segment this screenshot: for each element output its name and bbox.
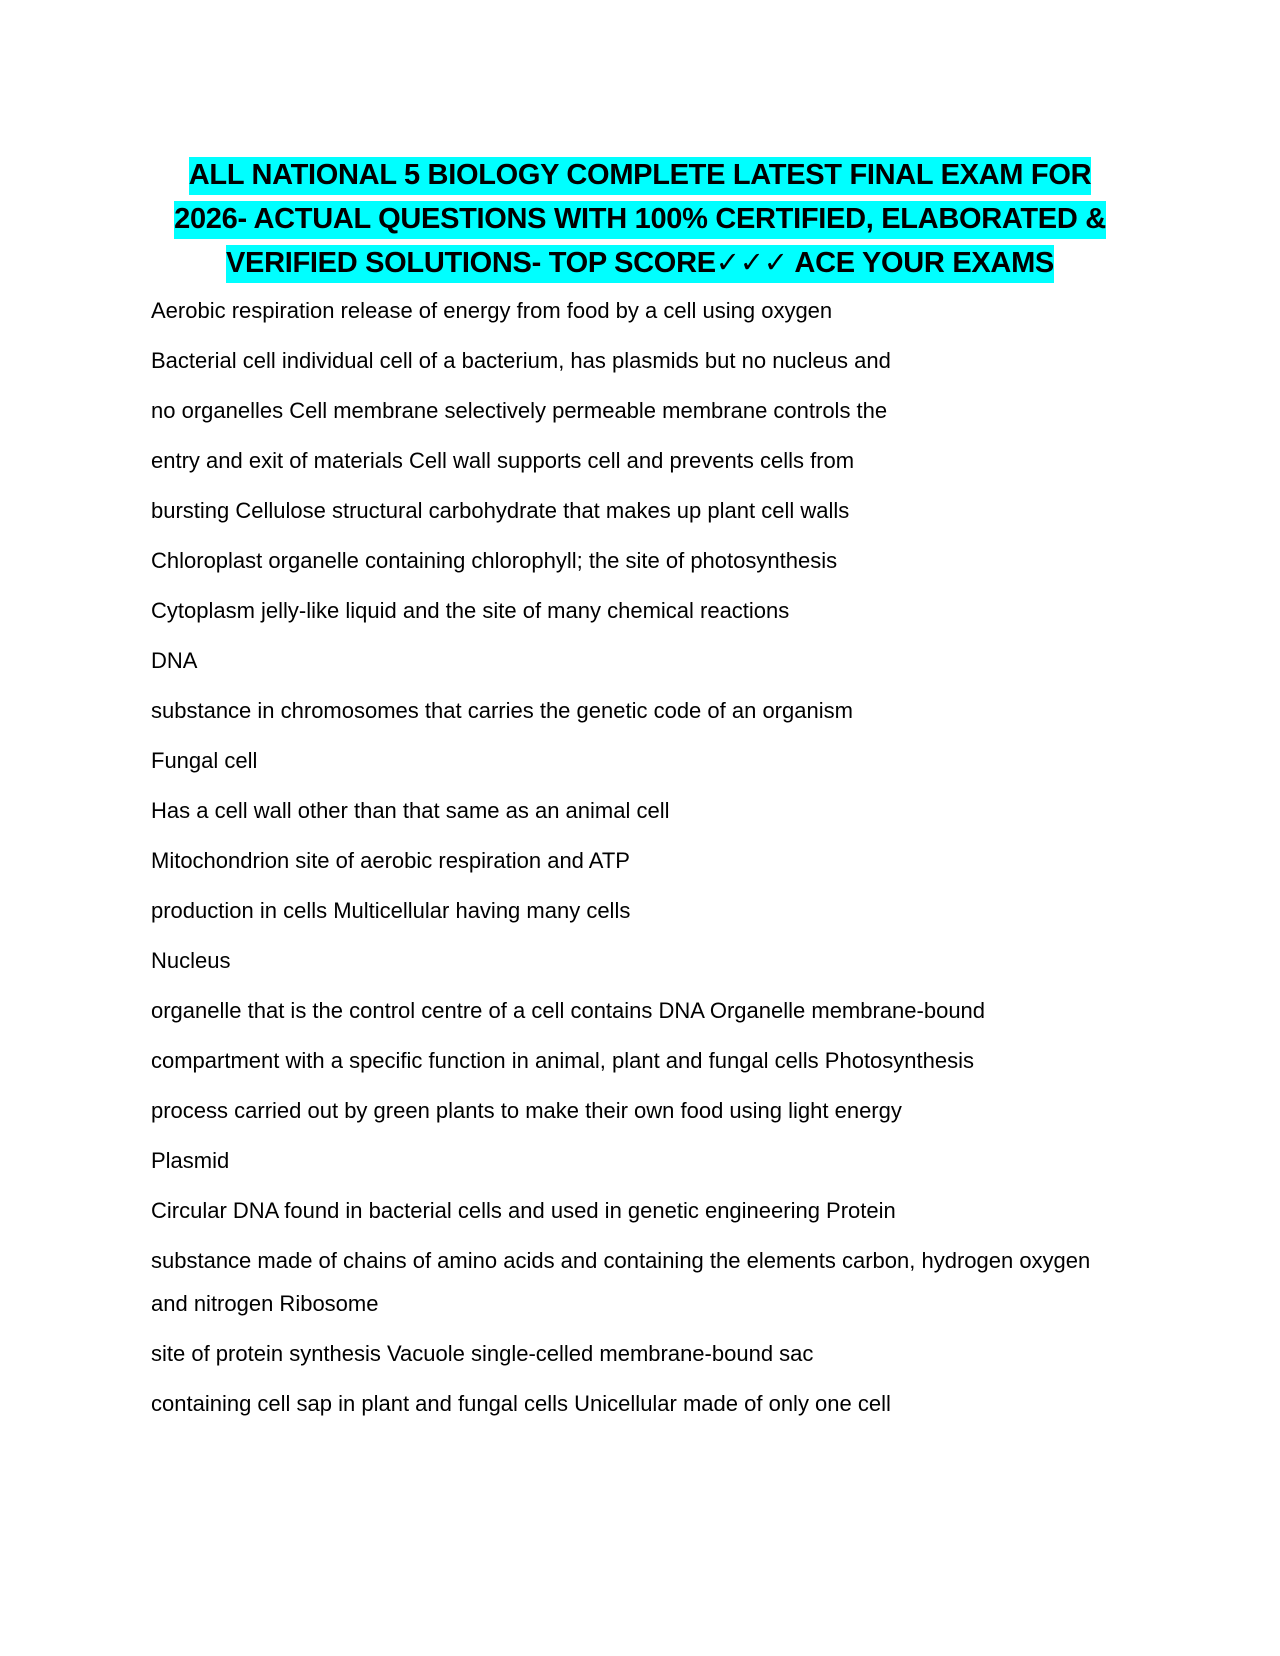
body-line-20: substance made of chains of amino acids and containing the elements carbon, hydrogen oxygen	[151, 1248, 1091, 1273]
body-line-15: organelle that is the control centre of a cell contains DNA Organelle membrane-bound	[151, 998, 986, 1023]
body-line-2: Bacterial cell individual cell of a bacterium, has plasmids but no nucleus and	[151, 348, 891, 373]
body-line-14: Nucleus	[151, 948, 231, 973]
title-line-1	[0, 153, 1280, 197]
body-line-4: entry and exit of materials Cell wall supports cell and prevents cells from	[151, 448, 855, 473]
document-body	[151, 297, 1131, 1418]
document-title	[0, 153, 1280, 285]
body-line-9: substance in chromosomes that carries the genetic code of an organism	[151, 698, 853, 723]
title-line-3	[0, 241, 1280, 285]
body-line-12: Mitochondrion site of aerobic respiration and ATP	[151, 848, 630, 873]
title-line-3-text: VERIFIED SOLUTIONS- TOP SCORE✓✓✓ ACE YOUR EXAMS	[226, 245, 1054, 283]
body-line-16: compartment with a specific function in animal, plant and fungal cells Photosynthesis	[151, 1048, 974, 1073]
body-line-17: process carried out by green plants to make their own food using light energy	[151, 1098, 902, 1123]
title-line-2	[0, 197, 1280, 241]
body-line-13: production in cells Multicellular having many cells	[151, 898, 631, 923]
body-line-23: containing cell sap in plant and fungal cells Unicellular made of only one cell	[151, 1391, 891, 1416]
title-line-1-text: ALL NATIONAL 5 BIOLOGY COMPLETE LATEST FINAL EXAM FOR	[189, 157, 1091, 195]
body-line-5: bursting Cellulose structural carbohydrate that makes up plant cell walls	[151, 498, 850, 523]
body-line-8: DNA	[151, 648, 198, 673]
body-line-1: Aerobic respiration release of energy from food by a cell using oxygen	[151, 298, 833, 323]
body-line-7: Cytoplasm jelly-like liquid and the site of many chemical reactions	[151, 598, 790, 623]
body-line-11: Has a cell wall other than that same as an animal cell	[151, 798, 670, 823]
body-line-22: site of protein synthesis Vacuole single-celled membrane-bound sac	[151, 1341, 814, 1366]
body-line-21: and nitrogen Ribosome	[151, 1291, 379, 1316]
title-line-2-text: 2026- ACTUAL QUESTIONS WITH 100% CERTIFIED, ELABORATED &	[174, 201, 1106, 239]
body-line-18: Plasmid	[151, 1148, 230, 1173]
body-line-3: no organelles Cell membrane selectively permeable membrane controls the	[151, 398, 888, 423]
body-line-10: Fungal cell	[151, 748, 258, 773]
body-line-19: Circular DNA found in bacterial cells and used in genetic engineering Protein	[151, 1198, 896, 1223]
body-line-6: Chloroplast organelle containing chlorophyll; the site of photosynthesis	[151, 548, 838, 573]
